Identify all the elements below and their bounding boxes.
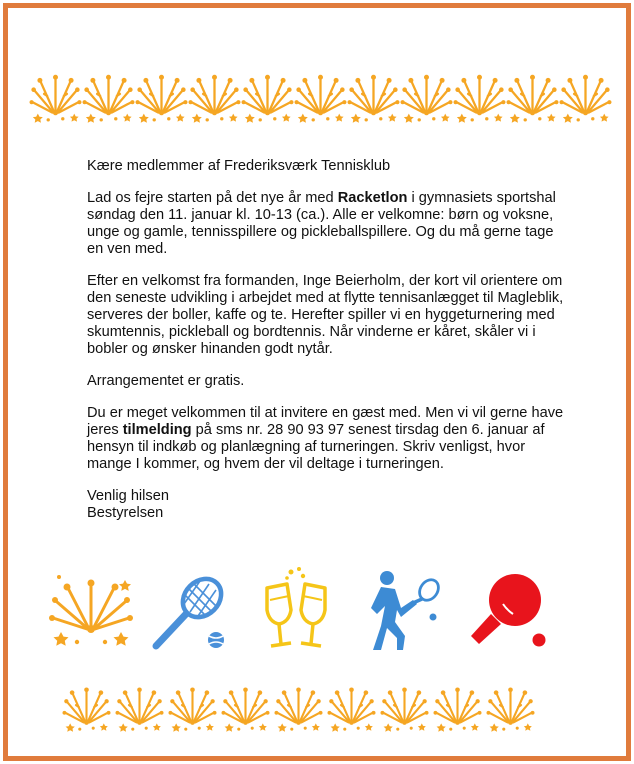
closing: Venlig hilsen (87, 488, 169, 504)
tennis-player-icon (363, 570, 443, 654)
ping-pong-paddle-icon (467, 570, 551, 654)
closing-block (87, 488, 572, 522)
firework-icon (29, 71, 82, 123)
firework-icon (113, 684, 166, 732)
firework-icon (188, 71, 241, 123)
invitation-letter (87, 158, 572, 522)
paragraph-intro: Lad os fejre starten på det nye år med Racketlon i gymnasiets sportshal søndag den 11. januar kl. 10-13 (ca.). Alle er velkomne: børn og voksne, unge og gamle, tennisspillere og pickleballspillere. Og du må gerne tage en ven med. (87, 190, 556, 257)
firework-icon (219, 684, 272, 732)
fireworks-icon (47, 572, 135, 652)
tennis-racket-icon (152, 574, 230, 652)
firework-icon (272, 684, 325, 732)
firework-icon (431, 684, 484, 732)
firework-icon (484, 684, 537, 732)
firework-icon (60, 684, 113, 732)
firework-icon (135, 71, 188, 123)
signature: Bestyrelsen (87, 505, 164, 521)
page-border (3, 3, 631, 761)
firework-icon (325, 684, 378, 732)
firework-icon (400, 71, 453, 123)
firework-icon (82, 71, 135, 123)
firework-icon (506, 71, 559, 123)
firework-icon (378, 684, 431, 732)
firework-icon (241, 71, 294, 123)
greeting: Kære medlemmer af Frederiksværk Tennisklub (87, 158, 391, 174)
registration-emphasis: tilmelding (122, 422, 192, 438)
activity-icons-row (47, 562, 567, 662)
firework-icon (559, 71, 612, 123)
bottom-fireworks-border (60, 684, 537, 732)
firework-icon (453, 71, 506, 123)
top-fireworks-border (29, 71, 612, 123)
paragraph-registration: Du er meget velkommen til at invitere en gæst med. Men vi vil gerne have jeres tilmelding på sms nr. 28 90 93 97 senest tirsdag den 6. januar af hensyn til indkøb og planlægning af turneringen. Skriv venligst, hvor mange I kommer, og hvem der vil deltage i turneringen. (87, 405, 564, 472)
firework-icon (294, 71, 347, 123)
champagne-glasses-icon (261, 566, 331, 654)
paragraph-program: Efter en velkomst fra formanden, Inge Beierholm, der kort vil orientere om den seneste udvikling i arbejdet med at flytte tennisanlægget til Magleblik, serveres der boller, kaffe og te. Herefter spiller vi en hyggeturnering med skumtennis, pickleball og bordtennis. Når vinderne er kåret, skåler vi i bobler og ønsker hinanden godt nytår. (87, 273, 564, 357)
firework-icon (166, 684, 219, 732)
event-name: Racketlon (337, 190, 408, 206)
paragraph-free: Arrangementet er gratis. (87, 373, 245, 389)
firework-icon (347, 71, 400, 123)
